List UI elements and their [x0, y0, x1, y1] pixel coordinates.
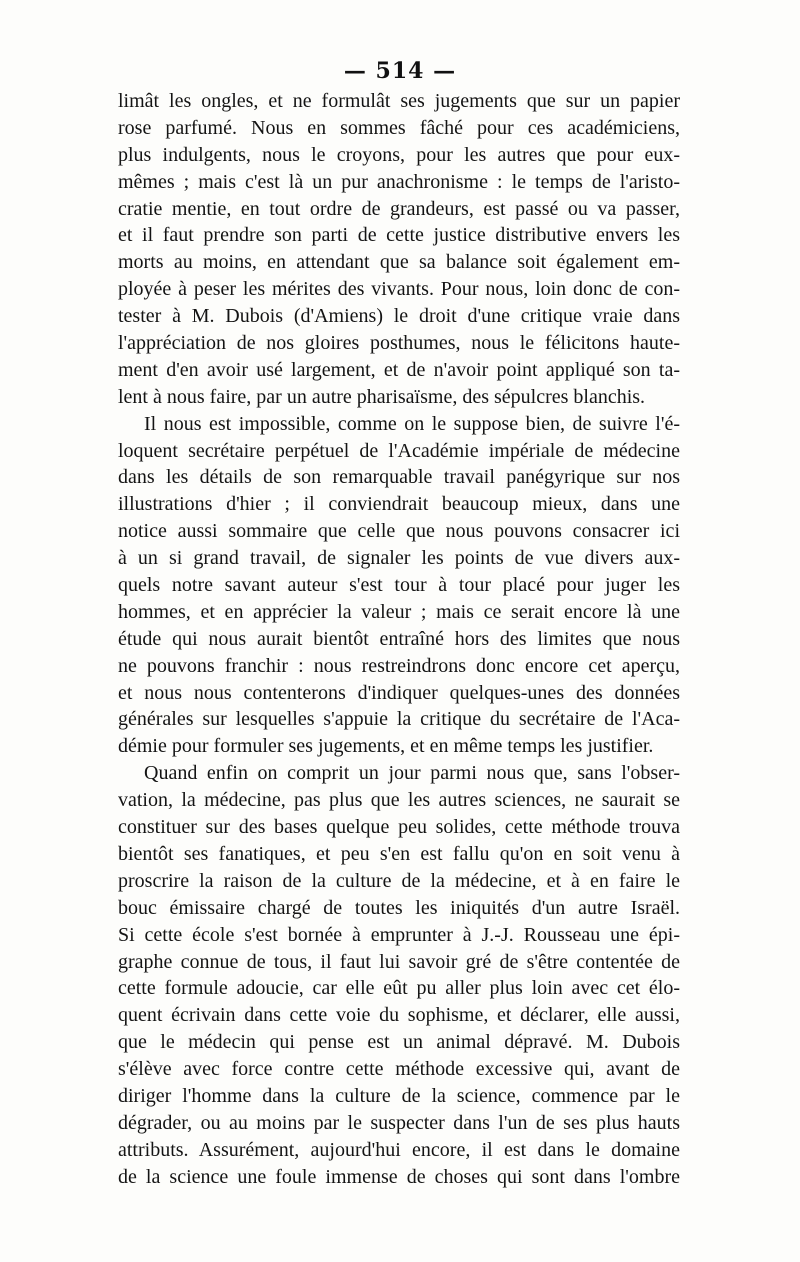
text-line: diriger l'homme dans la culture de la science, commence par le: [118, 1084, 680, 1107]
text-line: et il faut prendre son parti de cette justice distributive envers les: [118, 224, 680, 247]
text-line: étude qui nous aurait bientôt entraîné hors des limites que nous: [118, 627, 680, 650]
text-line: hommes, et en apprécier la valeur ; mais ce serait encore là une: [118, 600, 680, 623]
paragraph: [118, 88, 680, 411]
text-line: Quand enfin on comprit un jour parmi nous que, sans l'obser-: [144, 762, 680, 785]
text-line: limât les ongles, et ne formulât ses jugements que sur un papier: [118, 90, 680, 112]
text-line: mêmes ; mais c'est là un pur anachronisme : le temps de l'aristo-: [118, 170, 680, 193]
text-line: bientôt ses fanatiques, et peu s'en est fallu qu'on en soit venu à: [118, 842, 680, 865]
page-number: — 514 —: [343, 58, 457, 84]
text-line: s'élève avec force contre cette méthode excessive qui, avant de: [118, 1058, 680, 1081]
paragraph: [118, 411, 680, 761]
text-line: bouc émissaire chargé de toutes les iniquités d'un autre Israël.: [118, 896, 680, 919]
text-line: ne pouvons franchir : nous restreindrons donc encore cet aperçu,: [118, 654, 680, 677]
text-line: dans les détails de son remarquable travail panégyrique sur nos: [118, 466, 680, 489]
text-line: rose parfumé. Nous en sommes fâché pour ces académiciens,: [118, 116, 680, 139]
text-line: quent écrivain dans cette voie du sophisme, et déclarer, elle aussi,: [118, 1004, 680, 1027]
body-text: [118, 88, 680, 1191]
text-line: morts au moins, en attendant que sa balance soit également em-: [118, 251, 680, 274]
text-line: à un si grand travail, de signaler les points de vue divers aux-: [118, 547, 680, 570]
text-line: cratie mentie, en tout ordre de grandeurs, est passé ou va passer,: [118, 197, 680, 220]
text-line: loquent secrétaire perpétuel de l'Académie impériale de médecine: [118, 439, 680, 462]
text-line: tester à M. Dubois (d'Amiens) le droit d'une critique vraie dans: [118, 305, 680, 328]
text-line: vation, la médecine, pas plus que les autres sciences, ne saurait se: [118, 789, 680, 812]
text-line: Il nous est impossible, comme on le suppose bien, de suivre l'é-: [144, 412, 680, 435]
text-line: quels notre savant auteur s'est tour à tour placé pour juger les: [118, 574, 680, 597]
text-line: Si cette école s'est bornée à emprunter à J.-J. Rousseau une épi-: [118, 923, 680, 946]
text-line: démie pour formuler ses jugements, et en même temps les justifier.: [118, 735, 654, 758]
text-line: de la science une foule immense de choses qui sont dans l'ombre: [118, 1165, 680, 1188]
text-line: graphe connue de tous, il faut lui savoir gré de s'être contentée de: [118, 950, 680, 973]
text-line: et nous nous contenterons d'indiquer quelques-unes des données: [118, 681, 680, 704]
text-line: dégrader, ou au moins par le suspecter dans l'un de ses plus hauts: [118, 1111, 680, 1134]
text-line: notice aussi sommaire que celle que nous pouvons consacrer ici: [118, 520, 680, 543]
text-line: illustrations d'hier ; il conviendrait beaucoup mieux, dans une: [118, 493, 680, 516]
text-line: plus indulgents, nous le croyons, pour les autres que pour eux-: [118, 143, 680, 166]
text-line: constituer sur des bases quelque peu solides, cette méthode trouva: [118, 816, 680, 839]
text-line: ment d'en avoir usé largement, et de n'avoir point appliqué son ta-: [118, 358, 680, 381]
text-line: que le médecin qui pense est un animal dépravé. M. Dubois: [118, 1031, 680, 1054]
text-line: générales sur lesquelles s'appuie la critique du secrétaire de l'Aca-: [118, 708, 680, 731]
text-line: lent à nous faire, par un autre pharisaïsme, des sépulcres blanchis.: [118, 385, 646, 408]
text-line: ployée à peser les mérites des vivants. Pour nous, loin donc de con-: [118, 278, 680, 301]
text-line: attributs. Assurément, aujourd'hui encore, il est dans le domaine: [118, 1138, 680, 1161]
text-line: l'appréciation de nos gloires posthumes, nous le félicitons haute-: [118, 332, 680, 355]
text-line: cette formule adoucie, car elle eût pu aller plus loin avec cet élo-: [118, 977, 680, 1000]
text-line: proscrire la raison de la culture de la médecine, et à en faire le: [118, 869, 680, 892]
paragraph: [118, 760, 680, 1190]
